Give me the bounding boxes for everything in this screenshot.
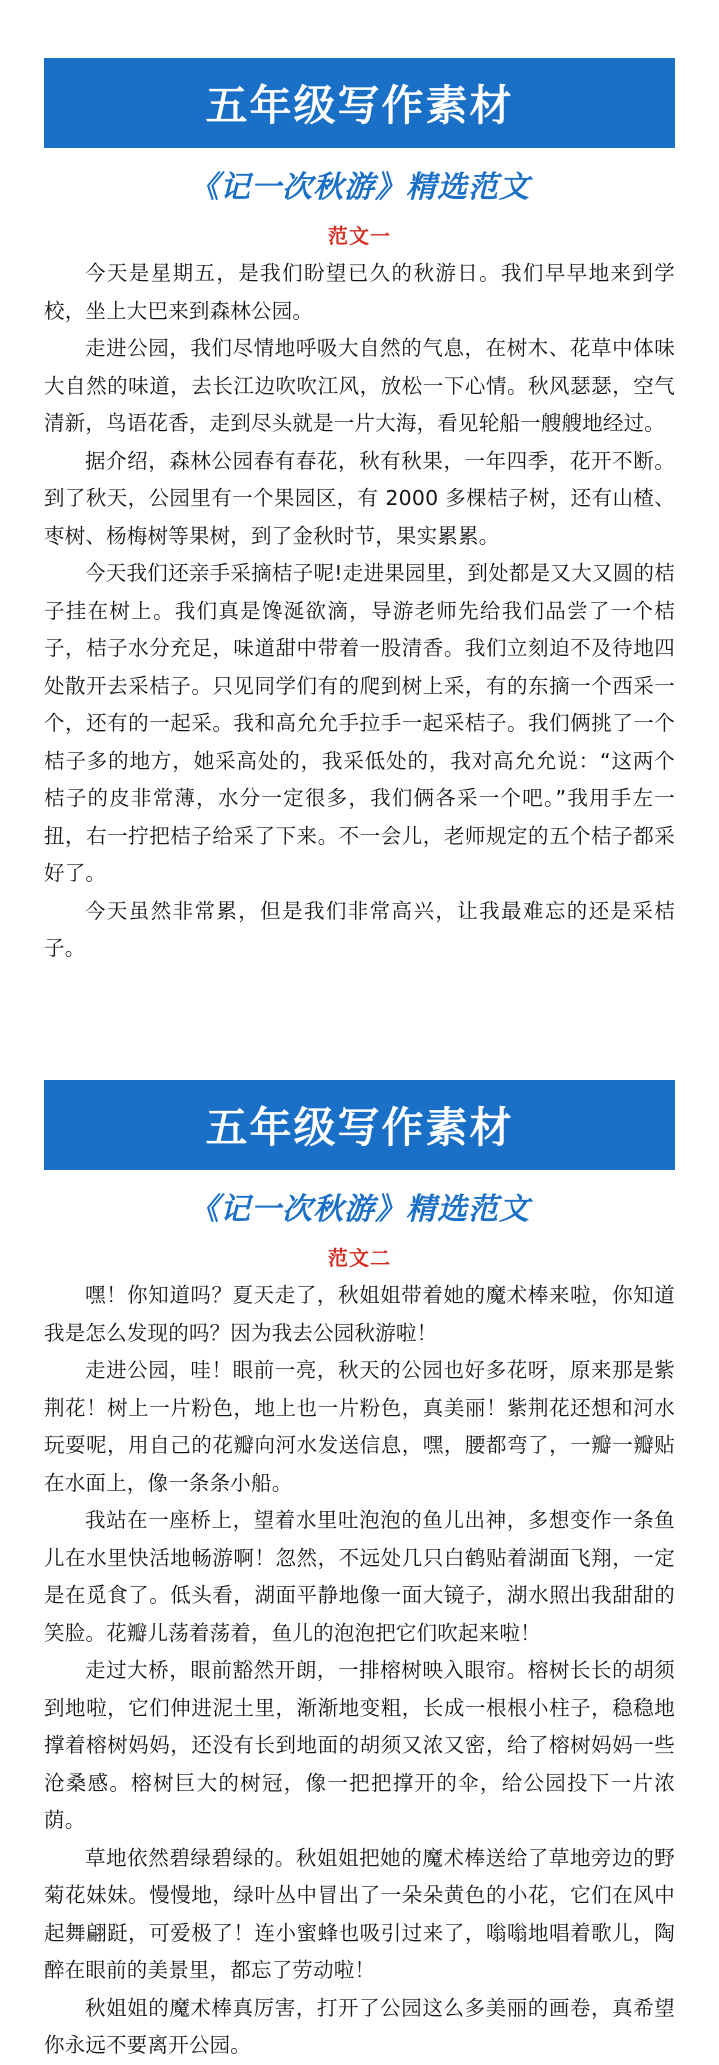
paragraph: 今天我们还亲手采摘桔子呢!走进果园里，到处都是又大又圆的桔子挂在树上。我们真是馋涎欲滴，导游老师先给我们品尝了一个桔子，桔子水分充足，味道甜中带着一股清香。我们立刻迫不及待地四处散开去采桔子。只见同学们有的爬到树上采，有的东摘一个西采一个，还有的一起采。我和高允允手拉手一起采桔子。我们俩挑了一个桔子多的地方，她采高处的，我采低处的，我对高允允说：“这两个桔子的皮非常薄，水分一定很多，我们俩各采一个吧。”我用手左一扭，右一拧把桔子给采了下来。不一会儿，老师规定的五个桔子都采好了。 [44, 561, 675, 885]
title-banner [44, 1080, 675, 1170]
paragraph: 我站在一座桥上，望着水里吐泡泡的鱼儿出神，多想变作一条鱼儿在水里快活地畅游啊！忽然，不远处几只白鹤贴着湖面飞翔，一定是在觅食了。低头看，湖面平静地像一面大镜子，湖水照出我甜甜的笑脸。花瓣儿荡着荡着，鱼儿的泡泡把它们吹起来啦！ [44, 1508, 675, 1645]
paragraph: 据介绍，森林公园春有春花，秋有秋果，一年四季，花开不断。到了秋天，公园里有一个果园区，有 2000 多棵桔子树，还有山楂、枣树、杨梅树等果树，到了金秋时节，果实累累。 [44, 448, 675, 548]
paragraph: 走过大桥，眼前豁然开朗，一排榕树映入眼帘。榕树长长的胡须到地啦，它们伸进泥土里，渐渐地变粗，长成一根根小柱子，稳稳地撑着榕树妈妈，还没有长到地面的胡须又浓又密，给了榕树妈妈一些沧桑感。榕树巨大的树冠，像一把把撑开的伞，给公园投下一片浓荫。 [44, 1658, 675, 1832]
paragraph: 今天虽然非常累，但是我们非常高兴，让我最难忘的还是采桔子。 [44, 898, 675, 960]
paragraph: 嘿！你知道吗？夏天走了，秋姐姐带着她的魔术棒来啦，你知道我是怎么发现的吗？因为我去公园秋游啦！ [44, 1283, 675, 1345]
essay-section-2 [44, 1080, 675, 2065]
title-banner [44, 58, 675, 148]
subtitle: 《记一次秋游》精选范文 [189, 170, 530, 205]
subtitle: 《记一次秋游》精选范文 [189, 1192, 530, 1227]
paragraph: 今天是星期五，是我们盼望已久的秋游日。我们早早地来到学校，坐上大巴来到森林公园。 [44, 261, 675, 323]
essay-label: 范文二 [328, 1246, 391, 1270]
essay-body [44, 1277, 675, 2065]
paragraph: 草地依然碧绿碧绿的。秋姐姐把她的魔术棒送给了草地旁边的野菊花妹妹。慢慢地，绿叶丛中冒出了一朵朵黄色的小花，它们在风中起舞翩跹，可爱极了！连小蜜蜂也吸引过来了，嗡嗡地唱着歌儿，陶醉在眼前的美景里，都忘了劳动啦！ [44, 1845, 675, 1982]
paragraph: 秋姐姐的魔术棒真厉害，打开了公园这么多美丽的画卷，真希望你永远不要离开公园。 [44, 1995, 675, 2057]
essay-body [44, 255, 675, 968]
banner-title: 五年级写作素材 [205, 1103, 514, 1152]
paragraph: 走进公园，我们尽情地呼吸大自然的气息，在树木、花草中体味大自然的味道，去长江边吹吹江风，放松一下心情。秋风瑟瑟，空气清新，鸟语花香，走到尽头就是一片大海，看见轮船一艘艘地经过。 [44, 336, 675, 435]
essay-section-1 [44, 58, 675, 968]
paragraph: 走进公园，哇！眼前一亮，秋天的公园也好多花呀，原来那是紫荆花！树上一片粉色，地上也一片粉色，真美丽！紫荆花还想和河水玩耍呢，用自己的花瓣向河水发送信息，嘿，腰都弯了，一瓣一瓣贴在水面上，像一条条小船。 [44, 1358, 675, 1495]
essay-label: 范文一 [328, 224, 391, 248]
banner-title: 五年级写作素材 [205, 81, 514, 130]
